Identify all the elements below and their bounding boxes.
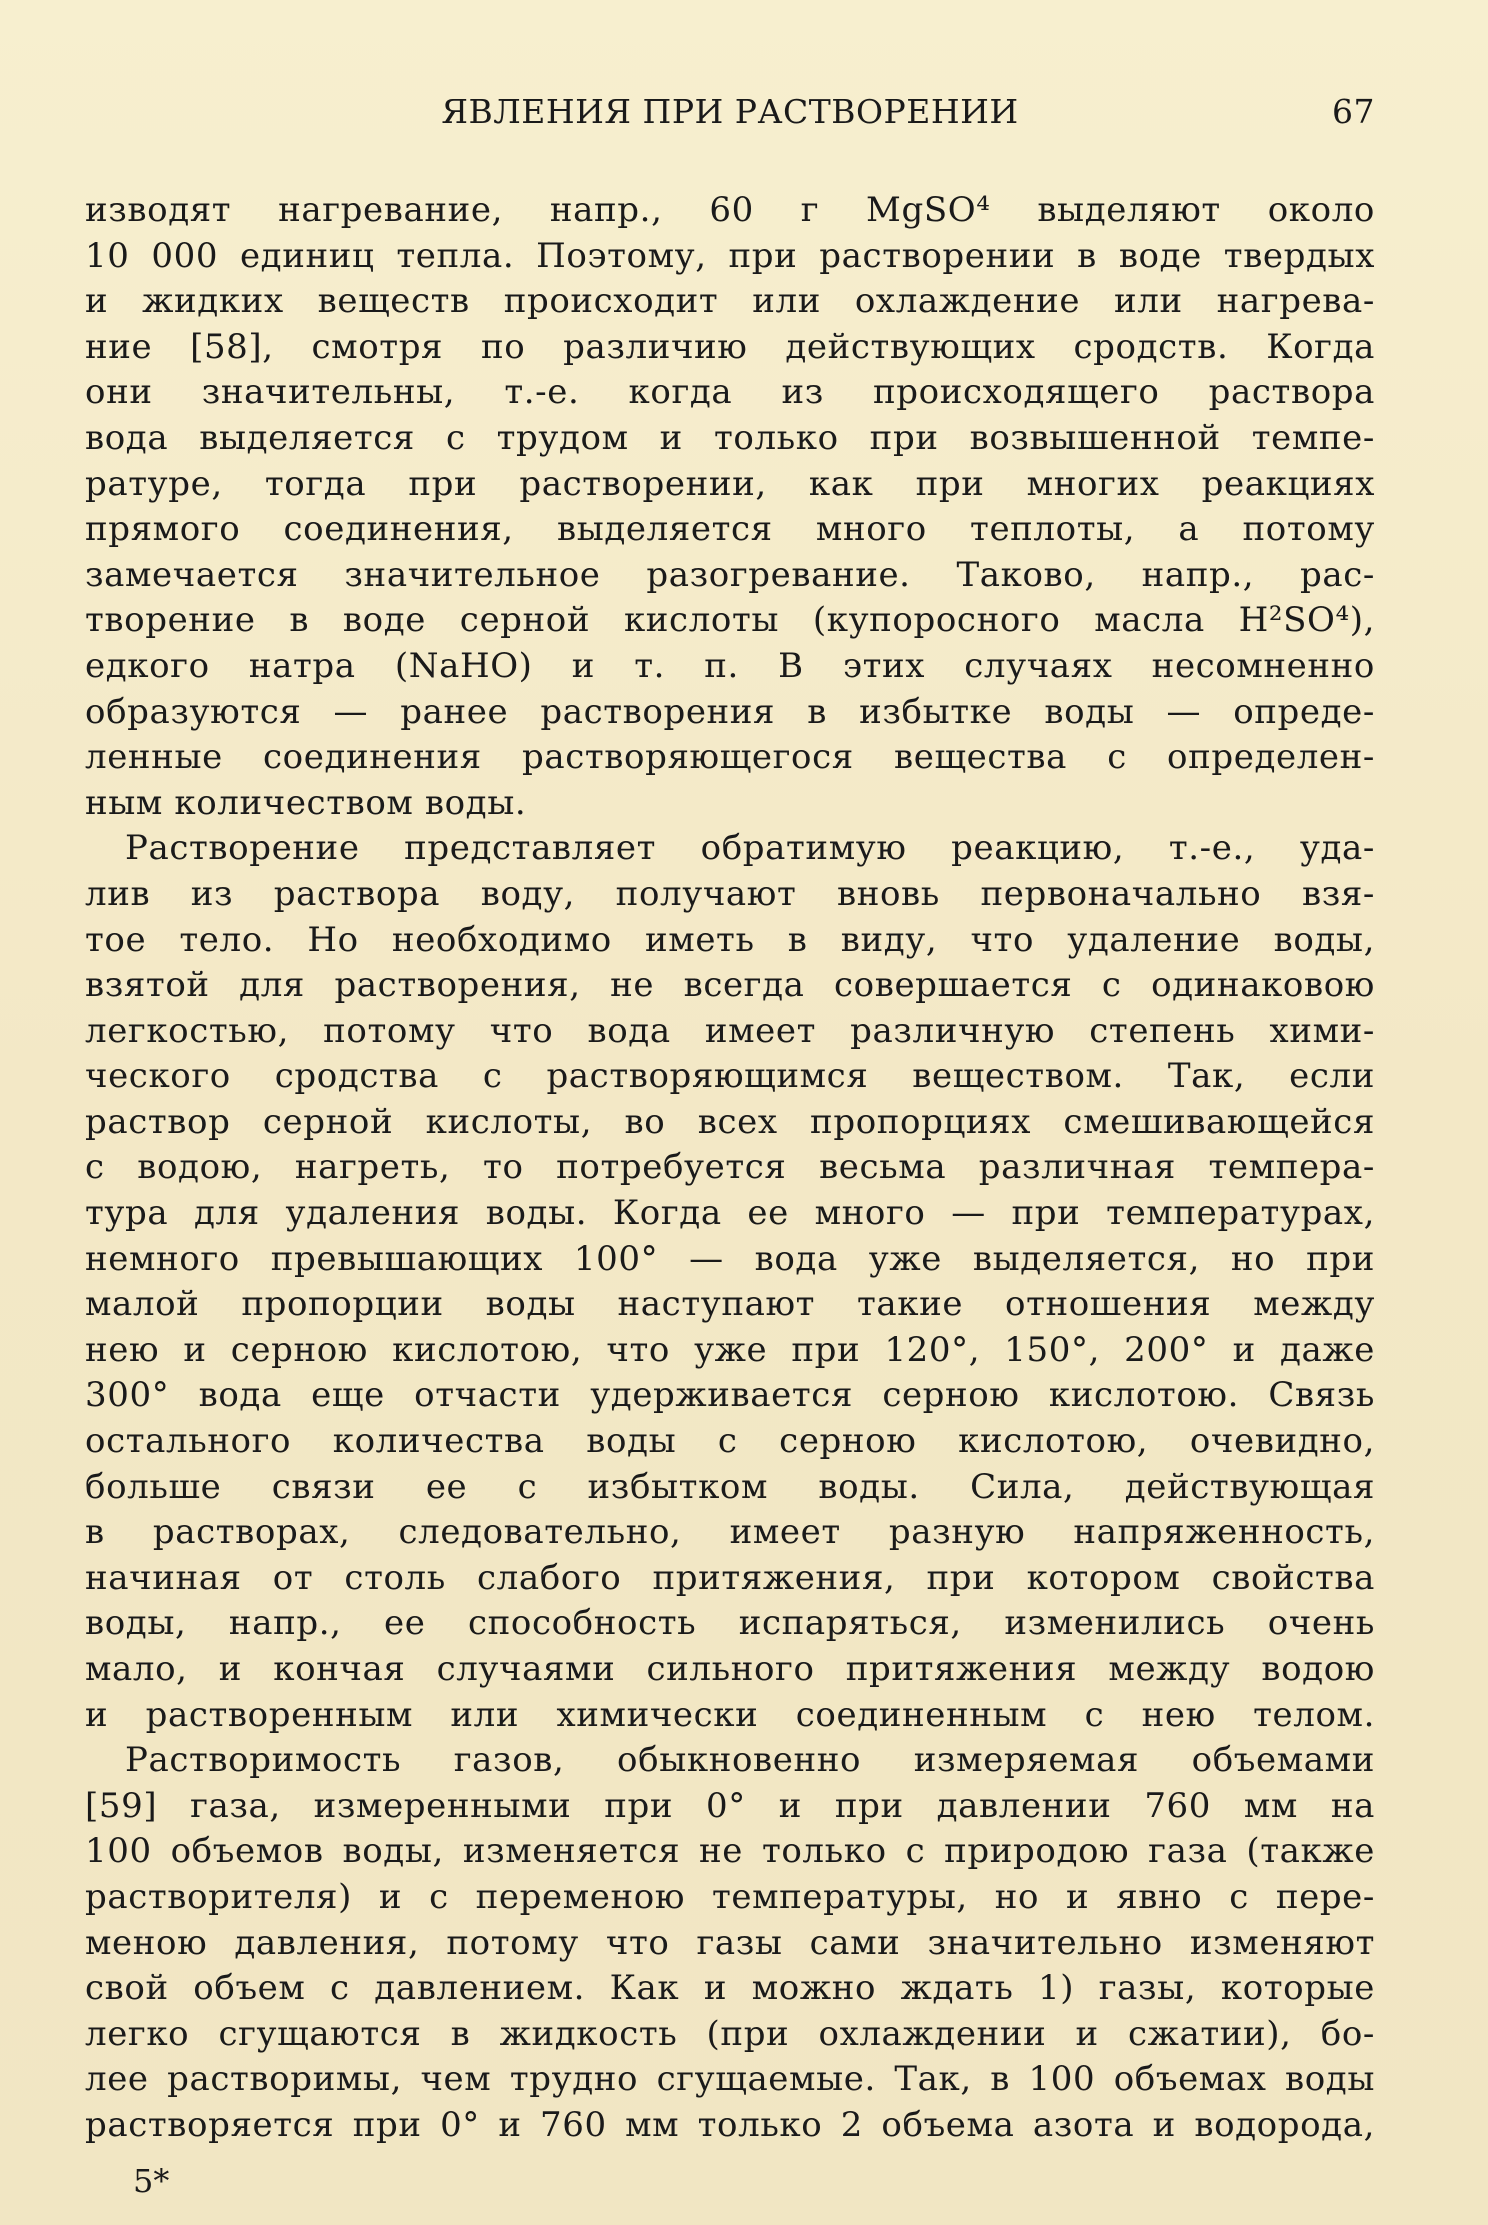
text-line: легкостью, потому что вода имеет различную степень хими- (85, 1010, 1375, 1051)
text-line: легко сгущаются в жидкость (при охлаждении и сжатии), бо- (85, 2013, 1375, 2054)
text-line: в растворах, следовательно, имеет разную напряженность, (85, 1512, 1375, 1553)
text-line: Растворение представляет обратимую реакцию, т.-е., уда- (125, 828, 1375, 869)
text-line: ческого сродства с растворяющимся веществом. Так, если (85, 1056, 1375, 1097)
text-line: нею и серною кислотою, что уже при 120°, 150°, 200° и даже (85, 1329, 1375, 1370)
text-line: воды, напр., ее способность испаряться, изменились очень (85, 1603, 1375, 1644)
text-line: малой пропорции воды наступают такие отношения между (85, 1284, 1375, 1325)
text-line: прямого соединения, выделяется много теплоты, а потому (85, 509, 1375, 550)
text-line: вода выделяется с трудом и только при возвышенной темпе- (85, 417, 1375, 458)
text-line: Растворимость газов, обыкновенно измеряемая объемами (125, 1740, 1375, 1781)
text-line: мало, и кончая случаями сильного притяжения между водою (85, 1649, 1375, 1689)
page-number: 67 (1332, 92, 1375, 131)
text-line: раствор серной кислоты, во всех пропорциях смешивающейся (85, 1101, 1375, 1142)
text-line: и растворенным или химически соединенным с нею телом. (85, 1694, 1375, 1735)
text-line: лее растворимы, чем трудно сгущаемые. Так, в 100 объемах воды (85, 2059, 1375, 2100)
text-line: и жидких веществ происходит или охлаждение или нагрева- (85, 281, 1375, 322)
text-line: ние [58], смотря по различию действующих сродств. Когда (85, 326, 1375, 367)
text-line: [59] газа, измеренными при 0° и при давлении 760 мм на (85, 1785, 1375, 1826)
text-line: тура для удаления воды. Когда ее много — при температурах, (85, 1193, 1375, 1234)
running-header (85, 92, 1375, 132)
text-line: остального количества воды с серною кислотою, очевидно, (85, 1421, 1375, 1462)
text-line: изводят нагревание, напр., 60 г MgSO⁴ выделяют около (85, 190, 1375, 230)
text-line: 100 объемов воды, изменяется не только с природою газа (также (85, 1831, 1375, 1872)
text-line: свой объем с давлением. Как и можно ждать 1) газы, которые (85, 1968, 1375, 2009)
text-line: взятой для растворения, не всегда совершается с одинаковою (85, 965, 1375, 1006)
text-line: с водою, нагреть, то потребуется весьма различная темпера- (85, 1147, 1375, 1188)
text-line: лив из раствора воду, получают вновь первоначально взя- (85, 873, 1375, 914)
text-line: они значительны, т.-е. когда из происходящего раствора (85, 372, 1375, 413)
text-line: растворяется при 0° и 760 мм только 2 объема азота и водорода, (85, 2104, 1375, 2145)
text-line: начиная от столь слабого притяжения, при котором свойства (85, 1557, 1375, 1598)
text-line: немного превышающих 100° — вода уже выделяется, но при (85, 1238, 1375, 1279)
text-line: замечается значительное разогревание. Таково, напр., рас- (85, 554, 1375, 595)
text-line: ленные соединения растворяющегося вещества с определен- (85, 737, 1375, 778)
text-line: образуются — ранее растворения в избытке воды — опреде- (85, 691, 1375, 732)
text-line: больше связи ее с избытком воды. Сила, действующая (85, 1466, 1375, 1507)
text-line: творение в воде серной кислоты (купоросного масла H²SO⁴), (85, 600, 1375, 641)
text-line: ратуре, тогда при растворении, как при многих реакциях (85, 463, 1375, 504)
text-line: 10 000 единиц тепла. Поэтому, при растворении в воде твердых (85, 235, 1375, 276)
running-title: ЯВЛЕНИЯ ПРИ РАСТВОРЕНИИ (441, 92, 1019, 131)
text-line: 300° вода еще отчасти удерживается серною кислотою. Связь (85, 1375, 1375, 1416)
text-line: тое тело. Но необходимо иметь в виду, что удаление воды, (85, 919, 1375, 960)
text-line: меною давления, потому что газы сами значительно изменяют (85, 1922, 1375, 1963)
body-text (85, 188, 1375, 2149)
text-line: едкого натра (NaHO) и т. п. В этих случаях несомненно (85, 645, 1375, 686)
text-line: ным количеством воды. (85, 782, 527, 823)
text-line: растворителя) и с переменою температуры, но и явно с пере- (85, 1876, 1375, 1917)
signature-mark: 5* (133, 2162, 170, 2200)
